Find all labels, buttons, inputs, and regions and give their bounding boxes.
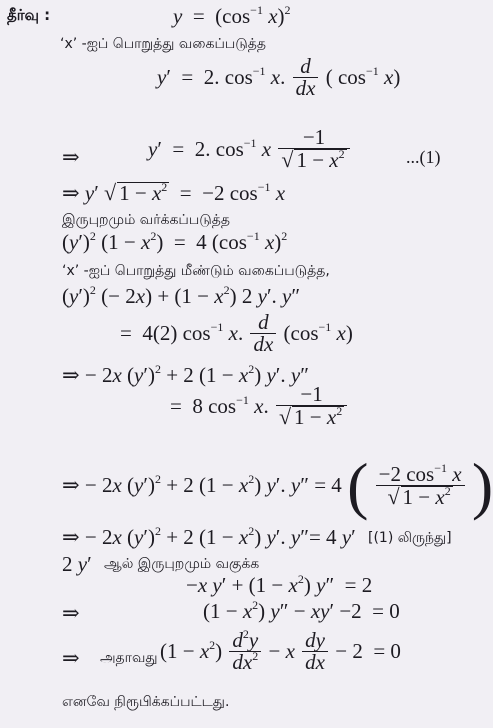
simplified-lhs-line: ⇒ − 2x $(y')^2 + 2$ $(1 - x^2)$ y′. y″ <box>62 362 309 387</box>
text-differentiate-wrt-x: ‘x’ -ஐப் பொறுத்து வகைப்படுத்த <box>60 36 267 52</box>
solution-heading: தீர்வு : <box>7 6 51 24</box>
implies-arrow-3: ⇒ <box>62 646 80 670</box>
simplified-rhs-line: = 8 $\cos^{-1} x$. $\frac{-1}{√ 1 - x^2}$ <box>170 384 349 428</box>
rhs-derivative-line: = 4(2) $\cos^{-1} x$. $\frac{d}{dx}$ ($\cos^{-1}$ x) <box>120 310 353 356</box>
squared-equation: $(y')^2$ $(1 - x^2) = 4$ ($\cos^{-1}$ x)$^2$ <box>62 229 288 254</box>
multiply-sqrt-equation: ⇒ y′ √ $1 - x^2 = -2$ $\cos^{-1} x$ <box>62 180 286 205</box>
rearranged-equation: $(1 - x^2)$ y″ − xy′ −2 = 0 <box>203 598 400 623</box>
product-rule-line: $(y')^2$ (− $2x) + (1 - x^2)$ 2 y′. y″ <box>62 283 301 308</box>
text-hence-proved: எனவே நிரூபிக்கப்பட்டது. <box>62 694 230 710</box>
implies-arrow: ⇒ <box>62 145 80 169</box>
implies-arrow-2: ⇒ <box>62 601 80 625</box>
text-dividing-by-2y: ஆல் இருபுறமும் வகுக்க <box>104 556 260 572</box>
text-square-both-sides: இருபுறமும் வர்க்கப்படுத்த <box>62 212 230 228</box>
reduced-equation: −x $y' + (1 - x^2)$ y″ = 2 <box>186 572 373 597</box>
equation-number: ...(1) <box>406 147 441 167</box>
text-that-is: அதாவது <box>100 650 158 666</box>
combined-equation-line: ⇒ − 2x $(y')^2 + 2$ $(1 - x^2)$ y′. y″ = 4 ( $\frac{-2 \cos^{-1} x}{√ 1 - x^2}$ ) <box>62 450 493 521</box>
final-differential-equation: $(1 - x^2)$ $\frac{d^2y}{dx^2}$ − x $\frac{dy}{dx}$ − 2 = 0 <box>160 627 401 674</box>
first-derivative-equation: y′ = 2. $\cos^{-1} x$. $\frac{d}{dx}$ ( $\cos^{-1} x$) <box>157 54 401 100</box>
text-from-eq1: [(1) லிருந்து] <box>368 530 452 546</box>
given-equation: $y = (\cos^{-1}$ x)$^2$ <box>173 3 291 28</box>
divide-by-2y-prime: 2 y′ <box>62 552 92 576</box>
substituted-equation-line: ⇒ − 2x $(y')^2 + 2$ $(1 - x^2)$ y′. y″= 4 y′ <box>62 524 356 549</box>
text-differentiate-again: ‘x’ -ஐப் பொறுத்து மீண்டும் வகைப்படுத்த, <box>62 263 330 279</box>
derivative-equation-1: y′ = 2. $\cos^{-1} x$ $\frac{-1}{√ 1 - x^2}$ <box>148 127 352 171</box>
